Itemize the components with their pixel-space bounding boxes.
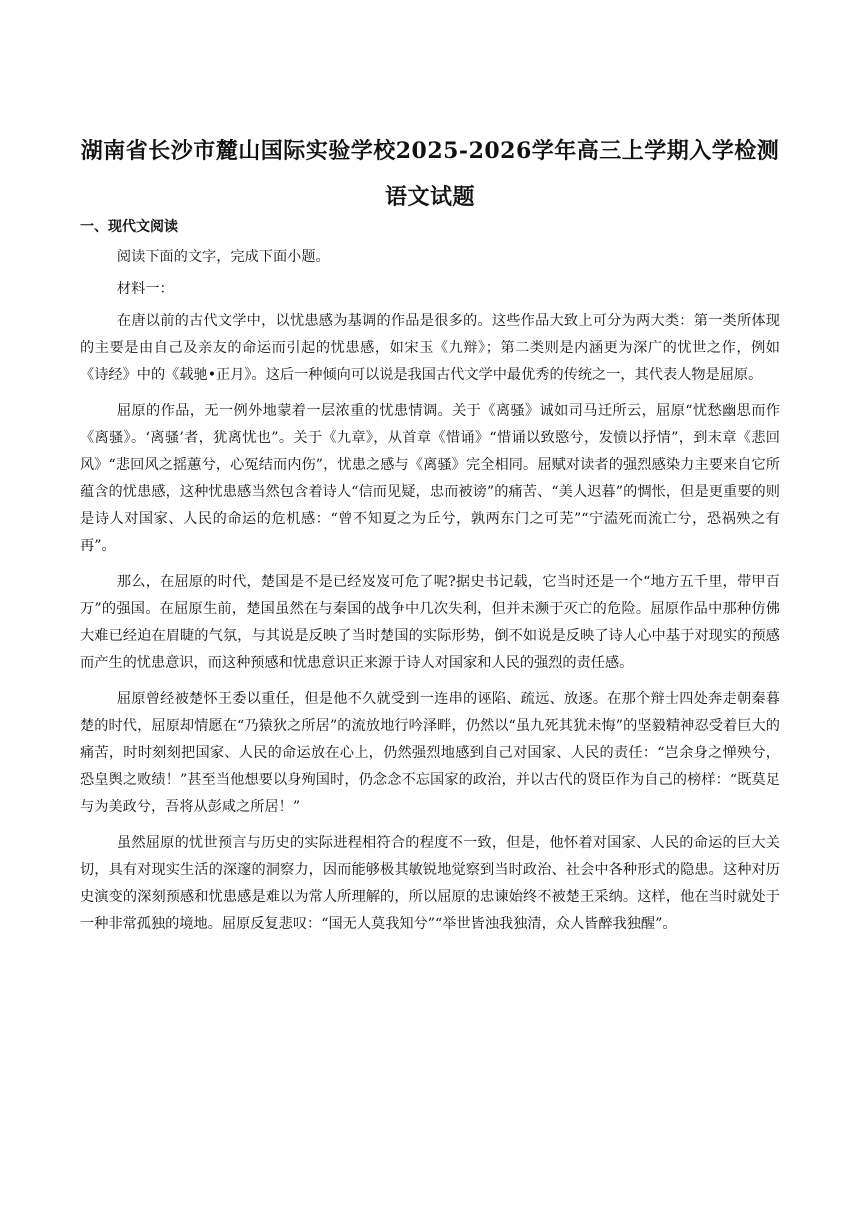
paragraph-1: 在唐以前的古代文学中，以忧患感为基调的作品是很多的。这些作品大致上可分为两大类：第一类所体现的主要是由自己及亲友的命运而引起的忧患感，如宋玉《九辩》；第二类则是内涵更为深广的忧世之作，例如《诗经》中的《载驰•正月》。这后一种倾向可以说是我国古代文学中最优秀的传统之一，其代表人物是屈原。 <box>80 313 780 383</box>
paragraph-4: 屈原曾经被楚怀王委以重任，但是他不久就受到一连串的诬陷、疏远、放逐。在那个辩士四处奔走朝秦暮楚的时代，屈原却情愿在“乃猿狄之所居”的流放地行吟泽畔，仍然以“虽九死其犹未悔”的坚毅精神忍受着巨大的痛苦，时时刻刻把国家、人民的命运放在心上，仍然强烈地感到自己对国家、人民的责任：“岂余身之惮殃兮，恐皇舆之败绩！”甚至当他想要以身殉国时，仍念念不忘国家的政治，并以古代的贤臣作为自己的榜样：“既莫足与为美政兮，吾将从彭咸之所居！” <box>80 691 780 815</box>
section-heading: 一、现代文阅读 <box>80 219 178 235</box>
paragraph-3: 那么，在屈原的时代，楚国是不是已经岌岌可危了呢?据史书记载，它当时还是一个“地方五千里，带甲百万”的强国。在屈原生前，楚国虽然在与秦国的战争中几次失利，但并未濒于灭亡的危险。屈原作品中那种仿佛大难已经迫在眉睫的气氛，与其说是反映了当时楚国的实际形势，倒不如说是反映了诗人心中基于对现实的预感而产生的忧患意识，而这种预感和忧患意识正来源于诗人对国家和人民的强烈的责任感。 <box>80 574 780 671</box>
document-title: 湖南省长沙市麓山国际实验学校2025-2026学年高三上学期入学检测语文试题 <box>80 138 780 210</box>
paragraph-2: 屈原的作品，无一例外地蒙着一层浓重的忧患情调。关于《离骚》诚如司马迁所云，屈原“忧愁幽思而作《离骚》。‘离骚’者，犹离忧也”。关于《九章》，从首章《惜诵》“惜诵以致愍兮，发愤以抒情”，到末章《悲回风》“悲回风之摇蕙兮，心冤结而内伤”，忧患之感与《离骚》完全相同。屈赋对读者的强烈感染力主要来自它所蕴含的忧患感，这种忧患感当然包含着诗人“信而见疑，忠而被谤”的痛苦、“美人迟暮”的惆怅，但是更重要的则是诗人对国家、人民的命运的危机感：“曾不知夏之为丘兮，孰两东门之可芜”“宁溘死而流亡兮，恐祸殃之有再”。 <box>80 403 780 554</box>
instruction-text: 阅读下面的文字，完成下面小题。 <box>116 249 330 265</box>
material-label: 材料一： <box>116 281 174 297</box>
document-body <box>80 244 780 947</box>
paragraph-5: 虽然屈原的忧世预言与历史的实际进程相符合的程度不一致，但是，他怀着对国家、人民的命运的巨大关切，具有对现实生活的深邃的洞察力，因而能够极其敏锐地觉察到当时政治、社会中各种形式的隐患。这种对历史演变的深刻预感和忧患感是难以为常人所理解的，所以屈原的忠谏始终不被楚王采纳。这样，他在当时就处于一种非常孤独的境地。屈原反复悲叹：“国无人莫我知兮”“举世皆浊我独清，众人皆醉我独醒”。 <box>80 835 780 932</box>
